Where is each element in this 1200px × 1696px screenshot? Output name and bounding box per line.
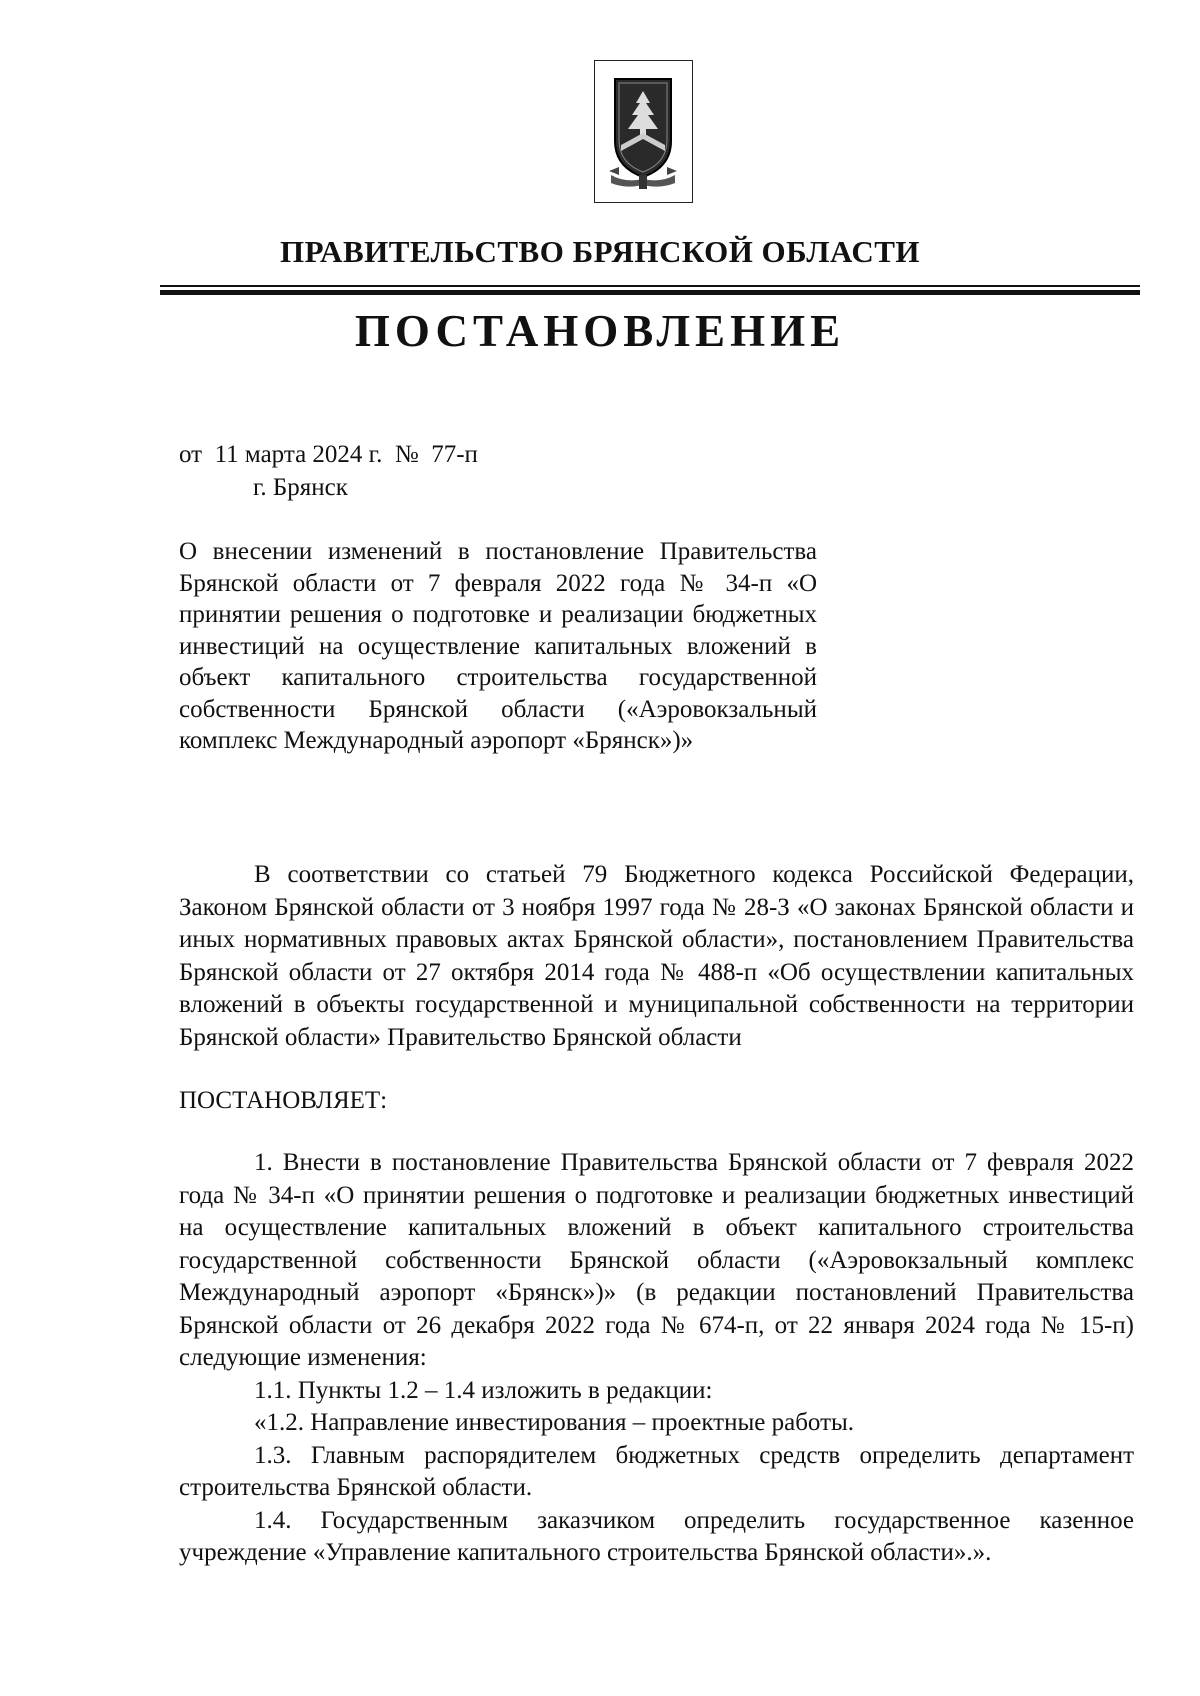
resolves-word: ПОСТАНОВЛЯЕТ: bbox=[179, 1087, 388, 1114]
date-number-line: от 11 марта 2024 г. № 77-п bbox=[179, 441, 478, 468]
document-title: ПОСТАНОВЛЕНИЕ bbox=[354, 306, 846, 356]
clause-paragraph: 1.4. Государственным заказчиком определить государственное казенное учреждение «Управление капитального строительства Брянской области».». bbox=[179, 1506, 1134, 1566]
city-line: г. Брянск bbox=[253, 474, 348, 501]
preamble-block bbox=[179, 859, 1134, 1054]
clause-paragraph: «1.2. Направление инвестирования – проектные работы. bbox=[254, 1409, 855, 1436]
header-rule-thin bbox=[160, 285, 1140, 287]
header-rule-thick bbox=[160, 290, 1140, 295]
clauses-block bbox=[179, 1147, 1134, 1570]
document-subject: О внесении изменений в постановление Правительства Брянской области от 7 февраля 2022 года № 34-п «О принятии решения о подготовке и реализации бюджетных инвестиций на осуществление капитальных вложений в объект капитального строительства государственной собственности Брянской области («Аэровокзальный комплекс Международный аэропорт «Брянск»)» bbox=[179, 538, 817, 754]
preamble-paragraph: В соответствии со статьей 79 Бюджетного кодекса Российской Федерации, Законом Брянской области от 3 ноября 1997 года № 28-З «О законах Брянской области и иных нормативных правовых актах Брянской области», постановлением Правительства Брянской области от 27 октября 2014 года № 488-п «Об осуществлении капитальных вложений в объекты государственной и муниципальной собственности на территории Брянской области» Правительство Брянской области bbox=[179, 861, 1134, 1051]
bryansk-coat-of-arms-icon bbox=[605, 71, 681, 193]
clause-paragraph: 1. Внести в постановление Правительства Брянской области от 7 февраля 2022 года № 34-п «О принятии решения о подготовке и реализации бюджетных инвестиций на осуществление капитальных вложений в объект капитального строительства государственной собственности Брянской области («Аэровокзальный комплекс Международный аэропорт «Брянск»)» (в редакции постановлений Правительства Брянской области от 26 декабря 2022 года № 674-п, от 22 января 2024 года № 15-п) следующие изменения: bbox=[179, 1149, 1134, 1371]
clause-paragraph: 1.3. Главным распорядителем бюджетных средств определить департамент строительства Брянской области. bbox=[179, 1441, 1134, 1501]
emblem-frame bbox=[594, 60, 693, 203]
resolves-block bbox=[179, 1085, 1134, 1118]
clause-paragraph: 1.1. Пункты 1.2 – 1.4 изложить в редакции: bbox=[254, 1376, 713, 1404]
government-name: ПРАВИТЕЛЬСТВО БРЯНСКОЙ ОБЛАСТИ bbox=[279, 234, 921, 269]
